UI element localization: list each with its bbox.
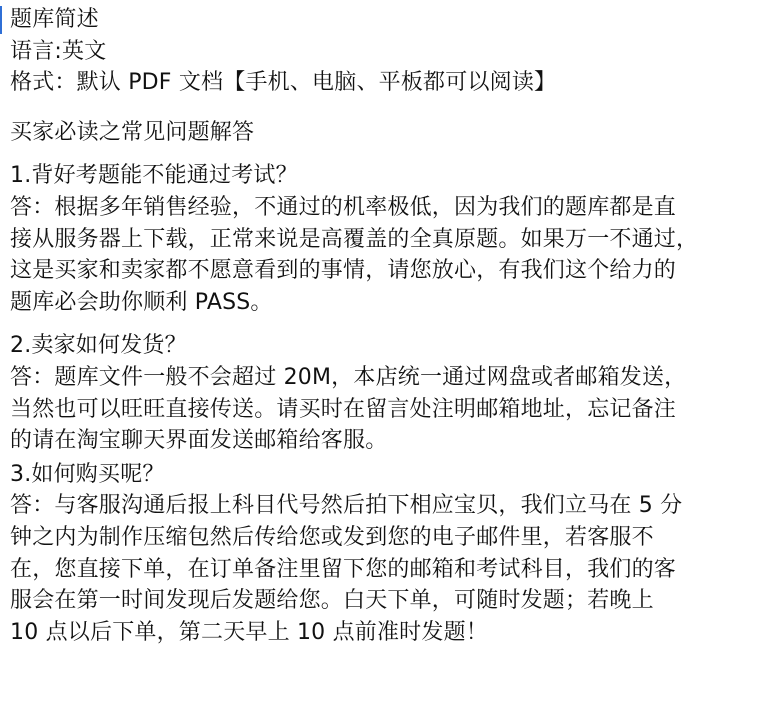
document-body bbox=[10, 4, 760, 648]
faq-answer-3-line-3: 在，您直接下单，在订单备注里留下您的邮箱和考试科目，我们的客 bbox=[10, 556, 677, 582]
faq-answer-1-line-4: 题库必会助你顺利 PASS。 bbox=[10, 289, 273, 315]
summary-title: 题库简述 bbox=[10, 7, 99, 32]
product-summary bbox=[10, 4, 760, 99]
faq-answer-3-line-5: 10 点以后下单，第二天早上 10 点前准时发题！ bbox=[10, 619, 488, 645]
faq-answer-1-line-2: 接从服务器上下载，正常来说是高覆盖的全真原题。如果万一不通过， bbox=[10, 226, 699, 252]
faq-item-2 bbox=[10, 330, 760, 456]
faq-answer-2-line-1: 答：题库文件一般不会超过 20M，本店统一通过网盘或者邮箱发送， bbox=[10, 364, 687, 390]
faq-answer-2-line-3: 的请在淘宝聊天界面发送邮箱给客服。 bbox=[10, 428, 388, 454]
faq-item-3 bbox=[10, 459, 760, 649]
faq-answer-3-line-4: 服会在第一时间发现后发题给您。白天下单，可随时发题；若晚上 bbox=[10, 588, 654, 614]
faq-answer-1-line-3: 这是买家和卖家都不愿意看到的事情，请您放心，有我们这个给力的 bbox=[10, 258, 677, 284]
faq-answer-2-line-2: 当然也可以旺旺直接传送。请买时在留言处注明邮箱地址，忘记备注 bbox=[10, 396, 677, 422]
language-line: 语言:英文 bbox=[10, 38, 107, 64]
format-line: 格式：默认 PDF 文档【手机、电脑、平板都可以阅读】 bbox=[10, 70, 557, 96]
faq-heading: 买家必读之常见问题解答 bbox=[10, 119, 255, 145]
faq-question-3: 3.如何购买呢？ bbox=[10, 461, 165, 487]
faq-item-1 bbox=[10, 160, 760, 318]
faq-question-2: 2.卖家如何发货？ bbox=[10, 333, 187, 359]
faq-question-1: 1.背好考题能不能通过考试？ bbox=[10, 163, 298, 189]
faq-answer-3-line-1: 答：与客服沟通后报上科目代号然后拍下相应宝贝，我们立马在 5 分 bbox=[10, 493, 683, 519]
faq-answer-3-line-2: 钟之内为制作压缩包然后传给您或发到您的电子邮件里，若客服不 bbox=[10, 524, 654, 550]
faq-heading-block bbox=[10, 117, 760, 149]
faq-answer-1-line-1: 答：根据多年销售经验，不通过的机率极低，因为我们的题库都是直 bbox=[10, 194, 677, 220]
left-edge-marker bbox=[0, 6, 2, 34]
